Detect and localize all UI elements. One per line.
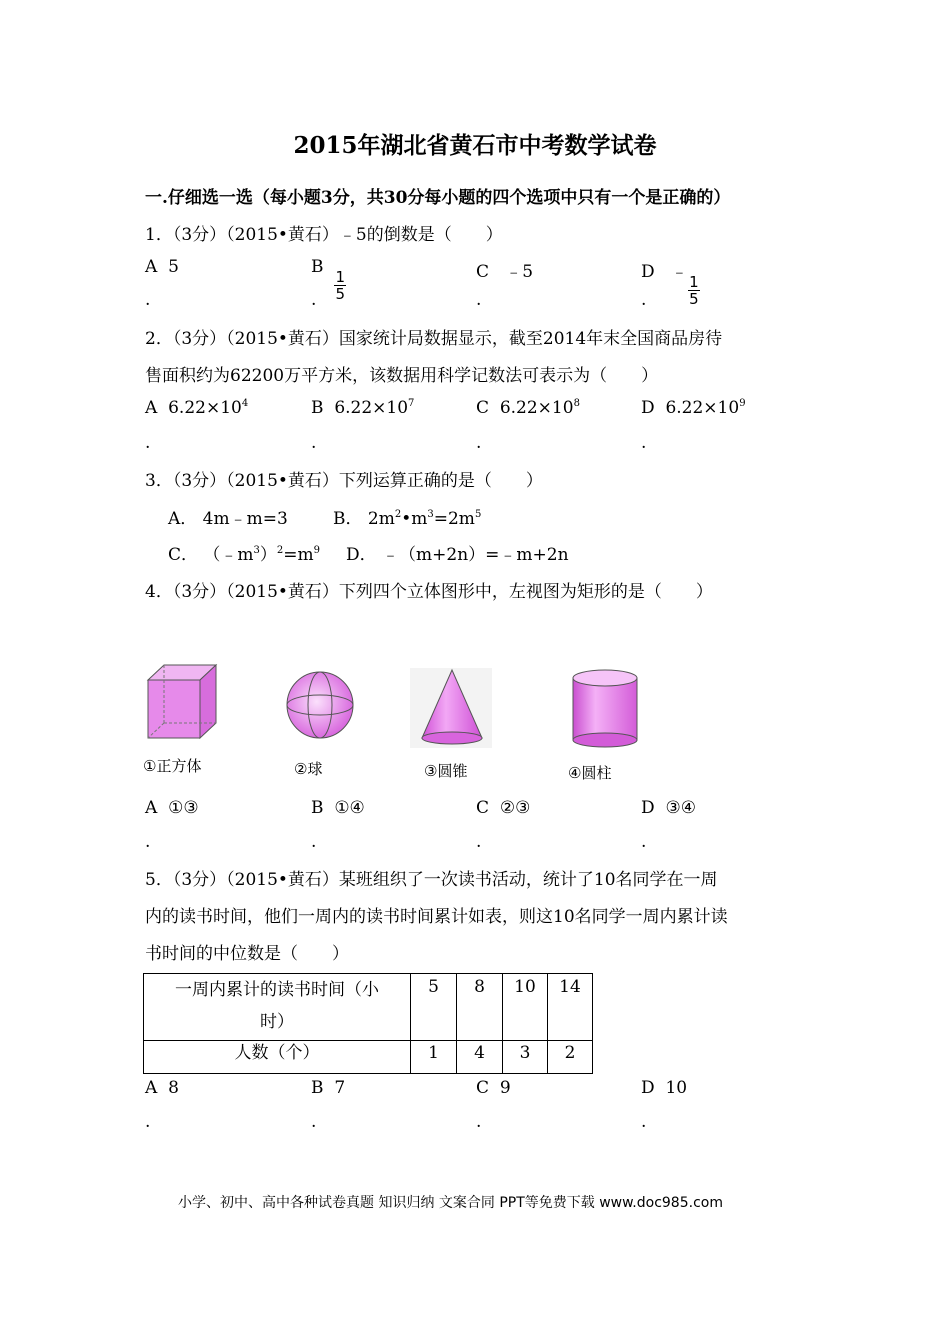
q5-b-letter: B [311,1078,324,1098]
table-header-line2: 时） [260,1012,294,1032]
table-cell: 8 [457,974,503,1041]
q2-d-exp: 9 [739,398,746,409]
table-cell: 2 [548,1041,593,1074]
table-header-line1: 一周内累计的读书时间（小 [175,980,379,1000]
table-cell: 4 [457,1041,503,1074]
q3-option-b[interactable] [333,504,481,529]
q5-c-text: 9 [499,1078,511,1098]
q4-label-sphere: ②球 [294,760,323,778]
q5-a-letter: A [145,1078,158,1098]
q2-stem-line1: 2．（3分）（2015•黄石）国家统计局数据显示，截至2014年末全国商品房待 [145,329,723,349]
q3-stem: 3．（3分）（2015•黄石）下列运算正确的是（ ） [145,471,543,491]
q5-b-text: 7 [334,1078,346,1098]
q2-b-exp: 7 [408,398,415,409]
q1-a-text: 5 [168,257,179,277]
cylinder-shape [573,670,637,747]
q2-b-base: 6.22×10 [334,398,409,418]
q5-dot-a: . [145,1112,151,1132]
q2-option-a[interactable] [145,398,248,418]
table-header-cell [144,974,411,1041]
q1-c-text: ﹣5 [505,262,534,282]
q4-b-letter: B [311,798,324,818]
table-row [144,974,593,1041]
q3-b-exp1: 2 [394,509,402,520]
q2-a-exp: 4 [241,398,249,409]
q1-a-letter: A [145,257,158,277]
q2-c-base: 6.22×10 [499,398,574,418]
q4-stem: 4．（3分）（2015•黄石）下列四个立体图形中，左视图为矩形的是（ ） [145,582,713,602]
q5-stem-line1: 5．（3分）（2015•黄石）某班组织了一次读书活动，统计了10名同学在一周 [145,870,718,890]
q3-c-pre: C． （﹣m [168,545,254,565]
q3-c-exp3: 9 [313,545,321,556]
q4-label-cone: ③圆锥 [424,762,468,780]
q1-d-letter: D [641,262,655,282]
q4-c-text: ②③ [499,798,531,818]
q2-c-letter: C [476,398,490,418]
q2-dot-c: . [476,433,482,453]
page-footer: 小学、初中、高中各种试卷真题 知识归纳 文案合同 PPT等免费下载 www.doc985.com [178,1195,723,1211]
q4-c-letter: C [476,798,490,818]
table-cell: 14 [548,974,593,1041]
q1-stem: 1．（3分）（2015•黄石）﹣5的倒数是（ ） [145,225,503,245]
q4-option-b[interactable] [311,798,365,818]
q1-c-letter: C [476,262,490,282]
q1-option-c[interactable] [476,257,533,282]
q5-a-text: 8 [168,1078,179,1098]
q3-b-pre: B． 2m [333,509,395,529]
page-title: 2015年湖北省黄石市中考数学试卷 [293,132,657,159]
table-cell: 3 [503,1041,548,1074]
q5-data-table [143,973,593,1074]
q2-option-d[interactable] [641,398,746,418]
q4-dot-a: . [145,832,151,852]
q2-a-base: 6.22×10 [168,398,242,418]
q4-a-letter: A [145,798,158,818]
q2-dot-b: . [311,433,317,453]
q3-option-a[interactable]: A． 4m﹣m=3 [168,509,288,529]
section-heading: 一.仔细选一选（每小题3分，共30分每小题的四个选项中只有一个是正确的） [145,188,731,208]
q3-c-post: =m [283,545,314,565]
q1-d-fraction: $\frac{1}{5}$ [689,273,699,308]
q2-d-base: 6.22×10 [665,398,740,418]
q5-option-d[interactable] [641,1078,687,1098]
q1-dot-c: . [476,290,482,310]
q4-a-text: ①③ [168,798,199,818]
q4-dot-b: . [311,832,317,852]
table-cell: 5 [411,974,457,1041]
q5-dot-d: . [641,1112,647,1132]
q1-d-sign: ﹣ [670,262,688,282]
table-row [144,1041,593,1074]
q1-dot-d: . [641,290,647,310]
q5-option-b[interactable] [311,1078,345,1098]
q1-b-fraction: $\frac{1}{5}$ [335,268,346,303]
q4-b-text: ①④ [334,798,365,818]
q4-label-cylinder: ④圆柱 [568,764,612,782]
q2-dot-d: . [641,433,647,453]
q2-option-c[interactable] [476,398,580,418]
q1-dot-a: . [145,290,151,310]
q3-b-exp2: 3 [427,509,434,520]
q4-dot-c: . [476,832,482,852]
table-header-cell: 人数（个） [144,1041,411,1074]
q4-option-a[interactable] [145,798,199,818]
q4-option-c[interactable] [476,798,530,818]
q2-b-letter: B [311,398,324,418]
q4-d-letter: D [641,798,655,818]
q3-option-c[interactable] [168,540,320,565]
q5-option-a[interactable] [145,1078,179,1098]
q5-dot-c: . [476,1112,482,1132]
q2-stem-line2: 售面积约为62200万平方米，该数据用科学记数法可表示为（ ） [145,366,659,386]
q2-a-letter: A [145,398,158,418]
q2-option-b[interactable] [311,398,414,418]
q1-option-d[interactable] [641,257,700,307]
q4-option-d[interactable] [641,798,696,818]
q5-stem-line3: 书时间的中位数是（ ） [145,944,349,964]
table-cell: 1 [411,1041,457,1074]
q4-d-text: ③④ [665,798,696,818]
q5-dot-b: . [311,1112,317,1132]
q1-option-a[interactable] [145,257,179,277]
q1-b-letter: B [311,257,324,277]
cube-shape [148,665,216,738]
q5-option-c[interactable] [476,1078,511,1098]
q1-dot-b: . [311,290,317,310]
q5-d-text: 10 [665,1078,688,1098]
q3-b-mid: •m [401,509,428,529]
q3-c-exp1: 3 [253,545,260,556]
q2-c-exp: 8 [573,398,580,409]
q5-c-letter: C [476,1078,490,1098]
q4-dot-d: . [641,832,647,852]
cone-shape [410,668,492,748]
q3-c-exp2: 2 [276,545,284,556]
q3-c-mid: ） [259,545,277,565]
q3-b-exp3: 5 [474,509,482,520]
q4-label-cube: ①正方体 [143,757,202,775]
sphere-shape [287,672,353,738]
q2-d-letter: D [641,398,655,418]
q3-b-mid2: =2m [433,509,475,529]
q3-option-d[interactable]: D． ﹣（m+2n）=﹣m+2n [346,545,569,565]
q2-dot-a: . [145,433,151,453]
q5-d-letter: D [641,1078,655,1098]
q5-stem-line2: 内的读书时间，他们一周内的读书时间累计如表，则这10名同学一周内累计读 [145,907,728,927]
table-cell: 10 [503,974,548,1041]
